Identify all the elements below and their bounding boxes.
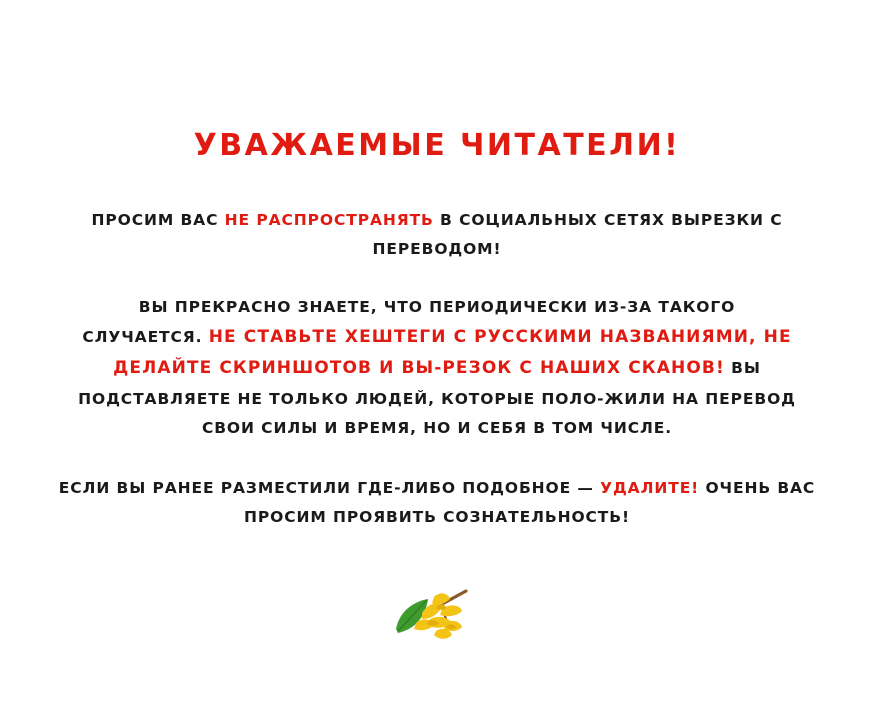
paragraph-3-text-part-2: ОЧЕНЬ ВАС ПРОСИМ ПРОЯВИТЬ СОЗНАТЕЛЬНОСТЬ! [244,479,816,526]
paragraph-1-text-part-2: В СОЦИАЛЬНЫХ СЕТЯХ ВЫРЕЗКИ С ПЕРЕВОДОМ! [372,211,783,258]
page-title: УВАЖАЕМЫЕ ЧИТАТЕЛИ! [193,128,681,163]
notice-paragraph-3 [52,474,822,531]
paragraph-1-text-part-1: ПРОСИМ ВАС [91,211,225,229]
paragraph-2-highlight: НЕ СТАВЬТЕ ХЕШТЕГИ С РУССКИМИ НАЗВАНИЯМИ, НЕ ДЕЛАЙТЕ СКРИНШОТОВ И ВЫ-РЕЗОК С НАШИХ СКАНОВ! [113,327,792,379]
paragraph-2-text-part-2: ВЫ ПОДСТАВЛЯЕТЕ НЕ ТОЛЬКО ЛЮДЕЙ, КОТОРЫЕ ПОЛО-ЖИЛИ НА ПЕРЕВОД СВОИ СИЛЫ И ВРЕМЯ, НО И СЕБЯ В ТОМ ЧИСЛЕ. [78,359,796,437]
paragraph-3-highlight: УДАЛИТЕ! [600,479,700,498]
leaf-decoration [0,560,874,670]
notice-paragraph-2 [52,293,822,442]
paragraph-3-text-part-1: ЕСЛИ ВЫ РАНЕЕ РАЗМЕСТИЛИ ГДЕ-ЛИБО ПОДОБНОЕ — [58,479,601,498]
notice-paragraph-1 [52,206,822,263]
paragraph-2-text-part-1: ВЫ ПРЕКРАСНО ЗНАЕТЕ, ЧТО ПЕРИОДИЧЕСКИ ИЗ-ЗА ТАКОГО СЛУЧАЕТСЯ. [82,298,736,347]
paragraph-1-highlight: НЕ РАСПРОСТРАНЯТЬ [224,211,434,229]
golden-leaf-branch-icon [382,575,492,655]
